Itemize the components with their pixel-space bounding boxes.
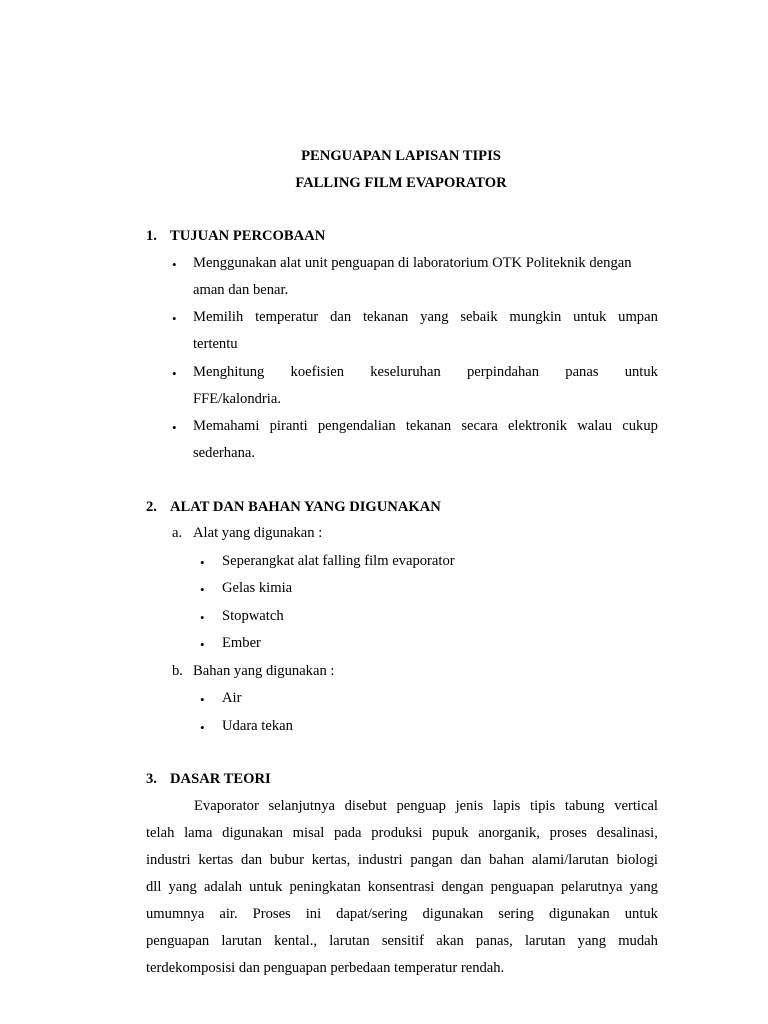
tool-item: Seperangkat alat falling film evaporator — [222, 553, 455, 569]
word: umpan — [618, 309, 658, 325]
word: piranti — [269, 418, 308, 434]
objective-1-line-1 — [193, 256, 658, 271]
word: Proses — [252, 906, 291, 922]
word: digunakan — [548, 906, 610, 922]
word: penguapan — [146, 933, 210, 949]
word: keseluruhan — [370, 364, 441, 380]
word: kertas, — [311, 852, 351, 868]
word: walau — [577, 418, 613, 434]
word: dll — [146, 879, 162, 895]
word: bahan — [489, 852, 525, 868]
word: panas — [565, 364, 599, 380]
objective-4-line-2: sederhana. — [193, 445, 255, 461]
word: cukup — [622, 418, 658, 434]
tool-item: Gelas kimia — [222, 580, 293, 596]
document-title-line-1: PENGUAPAN LAPISAN TIPIS — [301, 148, 501, 164]
word: bubur — [269, 852, 304, 868]
word: tekanan — [362, 309, 409, 325]
objective-1-line-2: aman dan benar. — [193, 282, 289, 298]
word: yang — [420, 309, 449, 325]
sub-a-marker: a. — [172, 525, 183, 541]
objective-3-line-1 — [193, 365, 658, 380]
material-item: Air — [222, 690, 242, 706]
section-3-title: DASAR TEORI — [170, 771, 271, 787]
word: adalah — [203, 879, 243, 895]
word: misal — [292, 825, 325, 841]
word: pengendalian — [317, 418, 396, 434]
word: koefisien — [290, 364, 345, 380]
section-1-title: TUJUAN PERCOBAAN — [170, 228, 326, 244]
word: mudah — [618, 933, 658, 949]
word: industri — [358, 852, 403, 868]
theory-paragraph-line — [146, 880, 658, 895]
word: kental., — [274, 933, 318, 949]
section-1-heading — [146, 229, 325, 244]
word: umumnya — [146, 906, 205, 922]
tool-item: Ember — [222, 635, 261, 651]
word: tabung — [564, 798, 605, 814]
word: penguapan — [490, 879, 554, 895]
word: desalinasi, — [596, 825, 658, 841]
theory-paragraph-line — [146, 853, 658, 868]
word: penguap — [396, 798, 446, 814]
word: pangan — [410, 852, 453, 868]
sub-b-marker: b. — [172, 663, 183, 679]
theory-paragraph-last-line: terdekomposisi dan penguapan perbedaan temperatur rendah. — [146, 960, 505, 976]
word: untuk — [573, 309, 607, 325]
word: produksi — [371, 825, 423, 841]
word: akan — [436, 933, 464, 949]
word: anorganik, — [478, 825, 540, 841]
word: Menghitung — [193, 364, 265, 380]
word: jenis — [455, 798, 484, 814]
bullet-icon: • — [200, 582, 205, 597]
word: alami/larutan — [531, 852, 609, 868]
word: secara — [461, 418, 498, 434]
material-item: Udara tekan — [222, 718, 293, 734]
bullet-icon: • — [172, 366, 177, 381]
word: peningkatan — [289, 879, 361, 895]
sub-a-label: Alat yang digunakan : — [193, 525, 323, 541]
bullet-icon: • — [200, 637, 205, 652]
document-title-line-2: FALLING FILM EVAPORATOR — [295, 175, 507, 191]
bullet-icon: • — [200, 555, 205, 570]
word: dan — [330, 309, 352, 325]
section-3-heading — [146, 772, 271, 787]
word: yang — [168, 879, 197, 895]
bullet-icon: • — [172, 311, 177, 326]
word: temperatur — [255, 309, 319, 325]
word: vertical — [614, 798, 658, 814]
word: pada — [333, 825, 362, 841]
word: sensitif — [381, 933, 425, 949]
word: sering — [498, 906, 534, 922]
theory-paragraph-line — [146, 826, 658, 841]
word: perpindahan — [466, 364, 540, 380]
word: Evaporator — [194, 798, 259, 814]
word: proses — [549, 825, 587, 841]
section-1-number: 1. — [146, 228, 157, 244]
objective-1-text: Menggunakan alat unit penguapan di laboratorium OTK Politeknik dengan — [193, 255, 632, 271]
section-2-title: ALAT DAN BAHAN YANG DIGUNAKAN — [170, 499, 441, 515]
bullet-icon: • — [200, 610, 205, 625]
objective-3-line-2: FFE/kalondria. — [193, 391, 281, 407]
word: dengan — [441, 879, 484, 895]
word: ini — [305, 906, 322, 922]
section-2-heading — [146, 500, 441, 515]
word: disebut — [344, 798, 387, 814]
word: untuk — [249, 879, 283, 895]
word: lapis — [492, 798, 521, 814]
tool-item: Stopwatch — [222, 608, 284, 624]
word: digunakan — [222, 825, 283, 841]
word: dan — [460, 852, 482, 868]
word: industri — [146, 852, 191, 868]
word: telah — [146, 825, 175, 841]
word: tekanan — [405, 418, 452, 434]
theory-paragraph-line — [146, 934, 658, 949]
bullet-icon: • — [172, 257, 177, 272]
word: lama — [184, 825, 213, 841]
word: pupuk — [432, 825, 469, 841]
word: untuk — [624, 906, 658, 922]
word: dan — [241, 852, 263, 868]
word: air. — [219, 906, 238, 922]
word: sebaik — [460, 309, 498, 325]
word: pelarutnya — [560, 879, 623, 895]
bullet-icon: • — [172, 420, 177, 435]
word: Memilih — [193, 309, 244, 325]
word: biologi — [616, 852, 658, 868]
section-3-number: 3. — [146, 771, 157, 787]
objective-4-line-1 — [193, 419, 658, 434]
sub-b-label: Bahan yang digunakan : — [193, 663, 335, 679]
word: larutan — [329, 933, 370, 949]
bullet-icon: • — [200, 720, 205, 735]
word: larutan — [221, 933, 262, 949]
word: Memahami — [193, 418, 260, 434]
word: larutan — [524, 933, 566, 949]
word: yang — [629, 879, 658, 895]
word: digunakan — [422, 906, 484, 922]
bullet-icon: • — [200, 692, 205, 707]
word: tipis — [530, 798, 556, 814]
word: yang — [577, 933, 607, 949]
theory-paragraph-line — [146, 907, 658, 922]
word: elektronik — [507, 418, 568, 434]
word: selanjutnya — [268, 798, 335, 814]
word: untuk — [624, 364, 658, 380]
objective-2-line-1 — [193, 310, 658, 325]
word: konsentrasi — [367, 879, 435, 895]
word: panas, — [475, 933, 513, 949]
word: kertas — [198, 852, 234, 868]
objective-2-line-2: tertentu — [193, 336, 238, 352]
theory-paragraph-line — [194, 799, 658, 814]
word: dapat/sering — [336, 906, 408, 922]
section-2-number: 2. — [146, 499, 157, 515]
word: mungkin — [509, 309, 562, 325]
